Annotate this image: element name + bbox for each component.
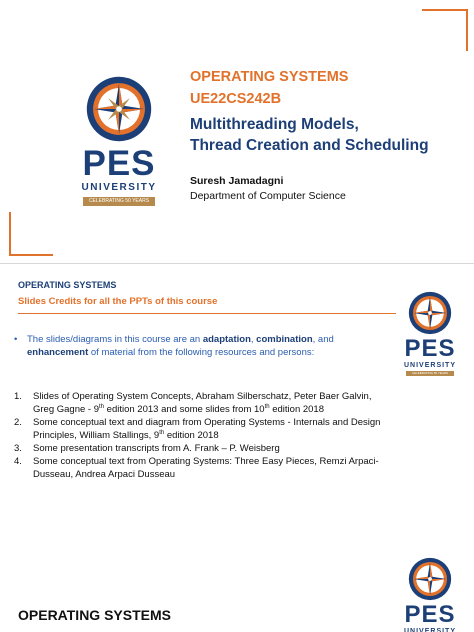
- list-item-number: 1.: [14, 391, 22, 402]
- superscript: th: [99, 403, 105, 410]
- superscript: th: [264, 403, 270, 410]
- credits-source-list: [14, 390, 394, 481]
- next-slide-heading: OPERATING SYSTEMS: [18, 607, 171, 623]
- slide-divider: [0, 263, 474, 264]
- logo-wordmark: PES: [82, 144, 156, 183]
- superscript: th: [159, 429, 165, 436]
- pes-university-logo-small-bottom: [404, 556, 456, 632]
- course-name: OPERATING SYSTEMS: [190, 69, 349, 85]
- bullet-text: [14, 333, 394, 359]
- logo-subtitle: UNIVERSITY: [81, 182, 157, 193]
- corner-bracket-bottom-left: [9, 254, 53, 256]
- corner-bracket-top-right: [422, 9, 468, 11]
- logo-subtitle: UNIVERSITY: [404, 628, 457, 632]
- list-item-text: Some conceptual text from Operating Systems: Three Easy Pieces, Remzi Arpaci-Dusseau, Andrea Arpaci Dusseau: [33, 456, 379, 480]
- list-item: [14, 455, 394, 481]
- corner-bracket-top-right-vertical: [466, 9, 468, 51]
- compass-emblem-icon: [84, 74, 154, 144]
- logo-wordmark: PES: [404, 335, 456, 362]
- slide-title: [190, 114, 429, 156]
- compass-emblem-icon: [407, 290, 453, 336]
- bullet-text-part: The slides/diagrams in this course are an: [27, 334, 203, 345]
- credits-intro-bullet: [14, 333, 394, 359]
- list-item-text: Some conceptual text and diagram from Operating Systems - Internals and Design Principles, William Stallings, 9: [33, 417, 381, 441]
- list-item: [14, 390, 394, 416]
- list-item-number: 4.: [14, 456, 22, 467]
- logo-anniversary-badge: CELEBRATING 50 YEARS: [406, 371, 454, 376]
- corner-bracket-bottom-left-vertical: [9, 212, 11, 256]
- compass-emblem-icon: [407, 556, 453, 602]
- credits-heading-underline: [18, 313, 396, 314]
- list-item-text: edition 2018: [269, 404, 325, 415]
- pes-university-logo: [80, 74, 158, 206]
- department-name: Department of Computer Science: [190, 190, 346, 202]
- credits-slide-subheading: Slides Credits for all the PPTs of this course: [18, 296, 218, 307]
- logo-subtitle: UNIVERSITY: [404, 362, 457, 369]
- bullet-emphasis-enhancement: enhancement: [27, 347, 89, 358]
- pes-university-logo-small: [404, 290, 456, 376]
- bullet-text-part: , and: [312, 334, 334, 345]
- list-item-text: Slides of Operating System Concepts, Abraham Silberschatz, Peter Baer Galvin, Greg Gagne - 9: [33, 391, 372, 415]
- bullet-emphasis-combination: combination: [256, 334, 313, 345]
- bullet-emphasis-adaptation: adaptation: [202, 334, 251, 345]
- list-item-text: Some presentation transcripts from A. Frank – P. Weisberg: [33, 443, 280, 454]
- slide-title-line-1: Multithreading Models,: [190, 116, 359, 133]
- list-item-text: edition 2013 and some slides from 10: [104, 404, 265, 415]
- course-code: UE22CS242B: [190, 91, 282, 107]
- credits-slide-heading: OPERATING SYSTEMS: [18, 280, 117, 290]
- logo-wordmark: PES: [404, 601, 456, 628]
- list-item-text: edition 2018: [164, 430, 219, 441]
- bullet-text-part: of material from the following resources and persons:: [88, 347, 315, 358]
- bullet-marker: •: [14, 334, 18, 345]
- list-item: [14, 416, 394, 442]
- logo-anniversary-badge: CELEBRATING 50 YEARS: [83, 197, 155, 206]
- bullet-text-part: ,: [250, 334, 257, 345]
- list-item-number: 3.: [14, 443, 22, 454]
- slide-title-line-2: Thread Creation and Scheduling: [190, 137, 429, 154]
- list-item-number: 2.: [14, 417, 22, 428]
- list-item: [14, 442, 394, 455]
- author-name: Suresh Jamadagni: [190, 175, 284, 187]
